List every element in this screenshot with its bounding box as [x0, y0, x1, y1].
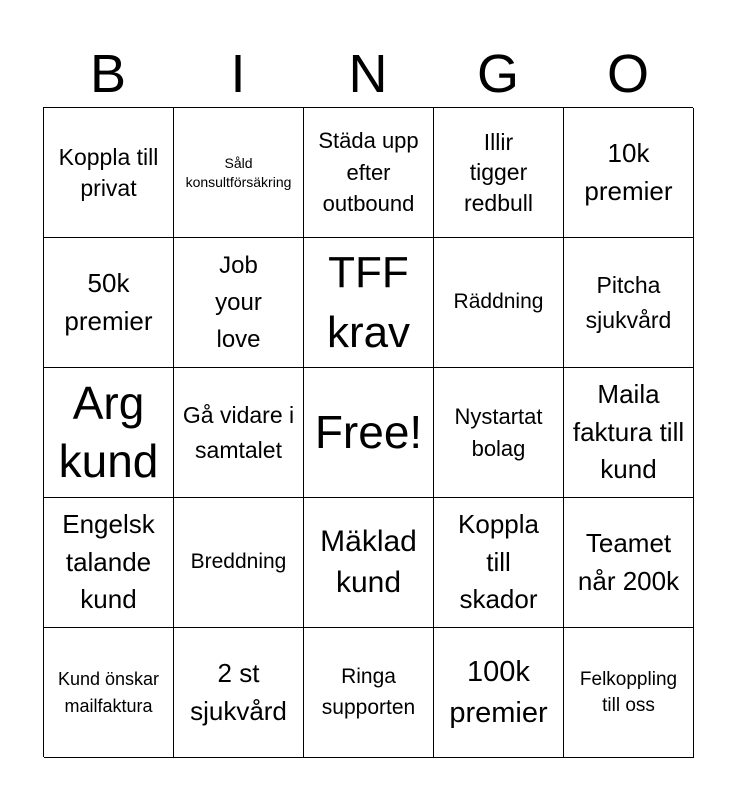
- header-letter-b: B: [89, 44, 127, 104]
- cell-label: 50k premier: [64, 267, 153, 336]
- bingo-cell[interactable]: [174, 628, 304, 758]
- bingo-cell[interactable]: [564, 368, 694, 498]
- bingo-cell[interactable]: [174, 368, 304, 498]
- cell-label: Maila faktura till kund: [572, 378, 685, 485]
- cell-label: Breddning: [190, 550, 287, 574]
- cell-label: Teamet når 200k: [577, 527, 680, 596]
- cell-label: Engelsk talande kund: [62, 508, 155, 615]
- cell-label: Koppla till privat: [58, 144, 159, 201]
- bingo-cell[interactable]: [564, 108, 694, 238]
- cell-label: Mäklad kund: [320, 525, 417, 599]
- cell-label: 10k premier: [584, 137, 673, 206]
- bingo-cell[interactable]: [304, 238, 434, 368]
- cell-label: Felkoppling till oss: [579, 668, 678, 716]
- cell-label: 2 st sjukvård: [190, 657, 287, 726]
- header-letter-g: G: [476, 44, 519, 104]
- cell-label: Pitcha sjukvård: [585, 272, 672, 333]
- bingo-cell[interactable]: [44, 628, 174, 758]
- bingo-cell[interactable]: [174, 498, 304, 628]
- bingo-cell[interactable]: [564, 498, 694, 628]
- bingo-cell[interactable]: [304, 108, 434, 238]
- bingo-cell[interactable]: [44, 368, 174, 498]
- bingo-cell[interactable]: [564, 238, 694, 368]
- bingo-cell[interactable]: [434, 628, 564, 758]
- cell-label: Arg kund: [58, 377, 159, 487]
- bingo-cell[interactable]: [434, 498, 564, 628]
- bingo-cell[interactable]: [44, 498, 174, 628]
- cell-label: Kund önskar mailfaktura: [57, 668, 160, 716]
- header-letter-n: N: [348, 44, 388, 104]
- cell-label: Gå vidare i samtalet: [182, 402, 295, 463]
- bingo-header: [43, 40, 693, 108]
- cell-label: Ringa supporten: [321, 665, 416, 719]
- bingo-cell[interactable]: [434, 368, 564, 498]
- bingo-cell[interactable]: [174, 108, 304, 238]
- bingo-cell[interactable]: [44, 108, 174, 238]
- cell-label: TFF krav: [326, 248, 411, 357]
- bingo-cell[interactable]: [304, 368, 434, 498]
- cell-label: 100k premier: [449, 655, 548, 729]
- bingo-cell[interactable]: [304, 498, 434, 628]
- bingo-cell[interactable]: [434, 238, 564, 368]
- cell-label: Nystartat bolag: [454, 403, 543, 461]
- bingo-cell[interactable]: [44, 238, 174, 368]
- header-letter-i: I: [230, 44, 246, 104]
- cell-label: Job your love: [215, 251, 262, 354]
- bingo-cell[interactable]: [304, 628, 434, 758]
- cell-label: Såld konsultförsäkring: [185, 155, 292, 190]
- cell-label: Free!: [314, 405, 423, 458]
- bingo-cell[interactable]: [434, 108, 564, 238]
- cell-label: Koppla till skador: [458, 508, 539, 615]
- cell-label: Städa upp efter outbound: [318, 127, 419, 217]
- cell-label: Räddning: [453, 290, 544, 314]
- bingo-card: [43, 107, 693, 757]
- bingo-cell[interactable]: [174, 238, 304, 368]
- cell-label: Illir tigger redbull: [463, 128, 534, 216]
- header-letter-o: O: [606, 44, 649, 104]
- bingo-cell[interactable]: [564, 628, 694, 758]
